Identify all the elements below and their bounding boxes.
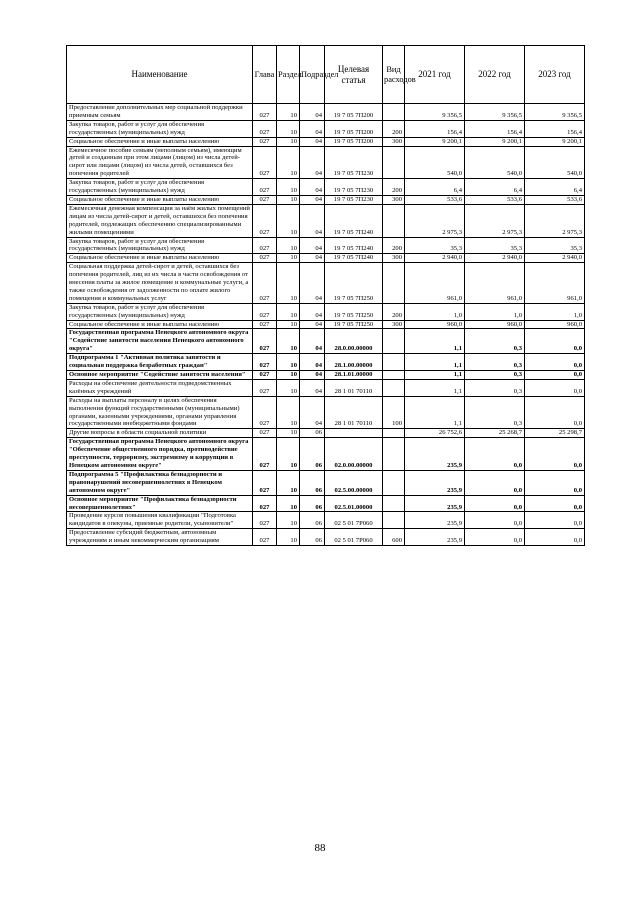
row-celevaya-statya: 02.5.01.00000	[325, 495, 383, 512]
row-podrazdel: 06	[300, 495, 325, 512]
row-2022: 961,0	[465, 263, 525, 304]
table-row	[67, 529, 585, 546]
row-2022: 9 200,1	[465, 137, 525, 146]
row-2023: 9 356,5	[525, 104, 585, 121]
row-name: Социальное обеспечение и иные выплаты населению	[67, 254, 253, 263]
row-2021: 960,0	[405, 320, 465, 329]
table-row	[67, 146, 585, 179]
row-vid-rashodov: 300	[383, 195, 405, 204]
row-2023: 533,6	[525, 195, 585, 204]
row-2022: 1,0	[465, 303, 525, 320]
row-glava: 027	[253, 329, 277, 354]
row-2022: 0,0	[465, 495, 525, 512]
table-row	[67, 179, 585, 196]
row-2023: 540,0	[525, 146, 585, 179]
table-row	[67, 254, 585, 263]
table-row	[67, 470, 585, 495]
row-2021: 1,0	[405, 303, 465, 320]
row-vid-rashodov	[383, 354, 405, 371]
row-2021: 235,9	[405, 438, 465, 471]
row-vid-rashodov: 100	[383, 396, 405, 429]
row-name: Основное мероприятие "Профилактика безнадзорности несовершеннолетних"	[67, 495, 253, 512]
row-2022: 2 975,3	[465, 204, 525, 237]
row-2023: 35,3	[525, 237, 585, 254]
row-podrazdel: 06	[300, 429, 325, 438]
row-glava: 027	[253, 179, 277, 196]
row-celevaya-statya: 02 5 01 7Р060	[325, 512, 383, 529]
row-vid-rashodov	[383, 371, 405, 380]
row-name: Основное мероприятие "Содействие занятости населения"	[67, 371, 253, 380]
row-name: Расходы на выплаты персоналу в целях обеспечения выполнения функций государственными (муниципальными) органами, казенными учреждениями, органами управления государственными внебюджетными фондами	[67, 396, 253, 429]
table-row	[67, 495, 585, 512]
row-podrazdel: 04	[300, 263, 325, 304]
row-celevaya-statya: 19 7 05 7П200	[325, 104, 383, 121]
row-celevaya-statya: 28.1.01.00000	[325, 371, 383, 380]
table-row	[67, 137, 585, 146]
row-vid-rashodov	[383, 438, 405, 471]
row-vid-rashodov	[383, 512, 405, 529]
row-name: Подпрограмма 5 "Профилактика безнадзорности и правонарушений несовершеннолетних в Ненецком автономном округе"	[67, 470, 253, 495]
row-vid-rashodov: 300	[383, 320, 405, 329]
row-razdel: 10	[277, 438, 300, 471]
row-name: Социальное обеспечение и иные выплаты населению	[67, 137, 253, 146]
row-name: Социальное обеспечение и иные выплаты населению	[67, 320, 253, 329]
row-name: Другие вопросы в области социальной политики	[67, 429, 253, 438]
row-2023: 25 298,7	[525, 429, 585, 438]
row-2022: 0,0	[465, 529, 525, 546]
row-glava: 027	[253, 146, 277, 179]
row-2021: 533,6	[405, 195, 465, 204]
table-row	[67, 438, 585, 471]
table-row	[67, 195, 585, 204]
row-2022: 0,0	[465, 470, 525, 495]
row-glava: 027	[253, 237, 277, 254]
row-2023: 2 940,0	[525, 254, 585, 263]
row-vid-rashodov	[383, 429, 405, 438]
row-2021: 2 940,0	[405, 254, 465, 263]
row-glava: 027	[253, 512, 277, 529]
row-name: Предоставление дополнительных мер социальной поддержки приемным семьям	[67, 104, 253, 121]
row-glava: 027	[253, 529, 277, 546]
row-glava: 027	[253, 320, 277, 329]
header-podrazdel: Подраздел	[300, 46, 325, 104]
row-name: Проведение курсов повышения квалификации "Подготовка кандидатов в опекуны, приемные родители, усыновители"	[67, 512, 253, 529]
row-glava: 027	[253, 303, 277, 320]
row-podrazdel: 04	[300, 371, 325, 380]
row-2022: 0,0	[465, 512, 525, 529]
table-row	[67, 429, 585, 438]
page-number: 88	[314, 842, 326, 854]
row-2023: 0,0	[525, 438, 585, 471]
row-2023: 156,4	[525, 120, 585, 137]
row-2023: 0,0	[525, 529, 585, 546]
row-name: Закупка товаров, работ и услуг для обеспечения государственных (муниципальных) нужд	[67, 237, 253, 254]
row-glava: 027	[253, 204, 277, 237]
budget-table-sheet	[66, 45, 584, 546]
row-2022: 533,6	[465, 195, 525, 204]
row-name: Расходы на обеспечение деятельности подведомственных казённых учреждений	[67, 379, 253, 396]
table-row	[67, 120, 585, 137]
row-vid-rashodov: 300	[383, 254, 405, 263]
row-name: Ежемесячная денежная компенсация за наём жилых помещений лицам из числа детей-сирот и детей, оставшихся без попечения родителей, подлежащих обеспечению специализированными жилыми помещениями	[67, 204, 253, 237]
table-row	[67, 396, 585, 429]
row-2021: 26 752,6	[405, 429, 465, 438]
row-glava: 027	[253, 137, 277, 146]
header-vid: Вид расходов	[383, 46, 405, 104]
row-podrazdel: 04	[300, 195, 325, 204]
row-name: Закупка товаров, работ и услуг для обеспечения государственных (муниципальных) нужд	[67, 303, 253, 320]
row-2022: 35,3	[465, 237, 525, 254]
row-2022: 960,0	[465, 320, 525, 329]
row-2023: 0,0	[525, 470, 585, 495]
row-razdel: 10	[277, 237, 300, 254]
row-razdel: 10	[277, 379, 300, 396]
row-2021: 961,0	[405, 263, 465, 304]
row-celevaya-statya: 19 7 05 7П230	[325, 195, 383, 204]
row-glava: 027	[253, 104, 277, 121]
row-2021: 35,3	[405, 237, 465, 254]
row-celevaya-statya: 19 7 05 7П240	[325, 254, 383, 263]
row-razdel: 10	[277, 303, 300, 320]
row-razdel: 10	[277, 137, 300, 146]
row-glava: 027	[253, 396, 277, 429]
row-2021: 1,1	[405, 371, 465, 380]
row-celevaya-statya: 28.1.00.00000	[325, 354, 383, 371]
table-row	[67, 379, 585, 396]
row-2023: 0,0	[525, 329, 585, 354]
table-row	[67, 237, 585, 254]
row-name: Предоставление субсидий бюджетным, автономным учреждениям и иным некоммерческим организациям	[67, 529, 253, 546]
row-glava: 027	[253, 195, 277, 204]
row-celevaya-statya: 28 1 01 70110	[325, 379, 383, 396]
row-razdel: 10	[277, 254, 300, 263]
row-podrazdel: 04	[300, 320, 325, 329]
row-2022: 0,3	[465, 396, 525, 429]
row-2023: 0,0	[525, 512, 585, 529]
row-name: Социальное обеспечение и иные выплаты населению	[67, 195, 253, 204]
row-celevaya-statya: 28.0.00.00000	[325, 329, 383, 354]
row-vid-rashodov	[383, 204, 405, 237]
row-glava: 027	[253, 470, 277, 495]
row-celevaya-statya: 19 7 05 7П230	[325, 179, 383, 196]
row-celevaya-statya: 19 7 05 7П250	[325, 303, 383, 320]
row-celevaya-statya: 02.5.00.00000	[325, 470, 383, 495]
header-razdel: Раздел	[277, 46, 300, 104]
row-2023: 1,0	[525, 303, 585, 320]
row-razdel: 10	[277, 371, 300, 380]
row-name: Государственная программа Ненецкого автономного округа "Обеспечение общественного порядка, противодействие преступности, терроризму, экстремизму и коррупции в Ненецком автономном округе"	[67, 438, 253, 471]
row-2022: 156,4	[465, 120, 525, 137]
row-podrazdel: 06	[300, 529, 325, 546]
row-podrazdel: 04	[300, 354, 325, 371]
row-razdel: 10	[277, 512, 300, 529]
row-2021: 1,1	[405, 329, 465, 354]
row-razdel: 10	[277, 120, 300, 137]
row-2021: 235,9	[405, 470, 465, 495]
table-row	[67, 320, 585, 329]
row-razdel: 10	[277, 179, 300, 196]
row-podrazdel: 04	[300, 137, 325, 146]
row-glava: 027	[253, 495, 277, 512]
table-row	[67, 512, 585, 529]
row-2021: 235,9	[405, 512, 465, 529]
row-razdel: 10	[277, 104, 300, 121]
row-2023: 960,0	[525, 320, 585, 329]
row-2021: 1,1	[405, 396, 465, 429]
row-podrazdel: 04	[300, 303, 325, 320]
row-celevaya-statya	[325, 429, 383, 438]
row-vid-rashodov: 200	[383, 179, 405, 196]
header-2021: 2021 год	[405, 46, 465, 104]
row-razdel: 10	[277, 396, 300, 429]
row-2023: 0,0	[525, 379, 585, 396]
row-vid-rashodov	[383, 470, 405, 495]
row-celevaya-statya: 19 7 05 7П240	[325, 237, 383, 254]
row-celevaya-statya: 28 1 01 70110	[325, 396, 383, 429]
row-2022: 0,3	[465, 371, 525, 380]
header-name: Наименование	[67, 46, 253, 104]
row-name: Закупка товаров, работ и услуг для обеспечения государственных (муниципальных) нужд	[67, 120, 253, 137]
header-2023: 2023 год	[525, 46, 585, 104]
row-2022: 2 940,0	[465, 254, 525, 263]
row-razdel: 10	[277, 329, 300, 354]
row-podrazdel: 06	[300, 512, 325, 529]
row-2021: 6,4	[405, 179, 465, 196]
table-header-row	[67, 46, 585, 104]
row-razdel: 10	[277, 195, 300, 204]
row-razdel: 10	[277, 320, 300, 329]
row-2021: 1,1	[405, 354, 465, 371]
row-2023: 6,4	[525, 179, 585, 196]
row-razdel: 10	[277, 429, 300, 438]
row-vid-rashodov	[383, 495, 405, 512]
table-row	[67, 354, 585, 371]
row-name: Государственная программа Ненецкого автономного округа "Содействие занятости населения Ненецкого автономного округа"	[67, 329, 253, 354]
row-2023: 0,0	[525, 354, 585, 371]
row-razdel: 10	[277, 263, 300, 304]
row-vid-rashodov: 200	[383, 120, 405, 137]
row-2022: 9 356,5	[465, 104, 525, 121]
row-2022: 6,4	[465, 179, 525, 196]
row-razdel: 10	[277, 529, 300, 546]
header-glava: Глава	[253, 46, 277, 104]
table-row	[67, 104, 585, 121]
row-2021: 1,1	[405, 379, 465, 396]
row-vid-rashodov: 200	[383, 237, 405, 254]
header-2022: 2022 год	[465, 46, 525, 104]
row-podrazdel: 04	[300, 329, 325, 354]
row-2021: 235,9	[405, 495, 465, 512]
row-celevaya-statya: 02 5 01 7Р060	[325, 529, 383, 546]
table-row	[67, 204, 585, 237]
row-podrazdel: 06	[300, 438, 325, 471]
row-2022: 540,0	[465, 146, 525, 179]
row-glava: 027	[253, 263, 277, 304]
row-2023: 961,0	[525, 263, 585, 304]
row-razdel: 10	[277, 146, 300, 179]
row-vid-rashodov: 300	[383, 137, 405, 146]
row-2023: 0,0	[525, 396, 585, 429]
row-2021: 235,9	[405, 529, 465, 546]
row-name: Закупка товаров, работ и услуг для обеспечения государственных (муниципальных) нужд	[67, 179, 253, 196]
row-celevaya-statya: 19 7 05 7П200	[325, 120, 383, 137]
row-glava: 027	[253, 429, 277, 438]
row-celevaya-statya: 19 7 05 7П250	[325, 320, 383, 329]
row-podrazdel: 04	[300, 379, 325, 396]
row-podrazdel: 04	[300, 104, 325, 121]
row-2023: 0,0	[525, 495, 585, 512]
row-podrazdel: 06	[300, 470, 325, 495]
row-2021: 2 975,3	[405, 204, 465, 237]
row-razdel: 10	[277, 204, 300, 237]
row-vid-rashodov	[383, 379, 405, 396]
row-podrazdel: 04	[300, 146, 325, 179]
row-razdel: 10	[277, 354, 300, 371]
row-name: Социальная поддержка детей-сирот и детей, оставшихся без попечения родителей, лиц из их числа в части освобождения от внесения платы за жилое помещение и коммунальные услуги, а также освобождения от задолженности по оплате жилого помещения и коммунальных услуг	[67, 263, 253, 304]
row-glava: 027	[253, 379, 277, 396]
row-glava: 027	[253, 354, 277, 371]
row-razdel: 10	[277, 495, 300, 512]
row-name: Подпрограмма 1 "Активная политика занятости и социальная поддержка безработных граждан"	[67, 354, 253, 371]
row-2021: 9 356,5	[405, 104, 465, 121]
row-name: Ежемесячное пособие семьям (неполным семьям), имеющим детей и созданным при этом лицами (лицом) из числа детей-сирот или лицами (лицом) из числа детей, оставшихся без попечения родителей	[67, 146, 253, 179]
row-2021: 540,0	[405, 146, 465, 179]
row-vid-rashodov	[383, 146, 405, 179]
row-podrazdel: 04	[300, 204, 325, 237]
row-vid-rashodov: 600	[383, 529, 405, 546]
row-celevaya-statya: 19 7 05 7П250	[325, 263, 383, 304]
row-podrazdel: 04	[300, 254, 325, 263]
row-2022: 0,3	[465, 379, 525, 396]
row-podrazdel: 04	[300, 120, 325, 137]
row-celevaya-statya: 19 7 05 7П240	[325, 204, 383, 237]
row-glava: 027	[253, 254, 277, 263]
row-2021: 9 200,1	[405, 137, 465, 146]
row-celevaya-statya: 19 7 05 7П230	[325, 146, 383, 179]
table-row	[67, 371, 585, 380]
table-row	[67, 303, 585, 320]
header-statya: Целевая статья	[325, 46, 383, 104]
row-vid-rashodov: 200	[383, 303, 405, 320]
row-podrazdel: 04	[300, 179, 325, 196]
row-podrazdel: 04	[300, 237, 325, 254]
row-razdel: 10	[277, 470, 300, 495]
row-glava: 027	[253, 120, 277, 137]
table-row	[67, 329, 585, 354]
row-2021: 156,4	[405, 120, 465, 137]
row-2022: 0,0	[465, 438, 525, 471]
row-celevaya-statya: 02.0.00.00000	[325, 438, 383, 471]
row-celevaya-statya: 19 7 05 7П200	[325, 137, 383, 146]
row-2022: 0,3	[465, 354, 525, 371]
row-vid-rashodov	[383, 104, 405, 121]
row-vid-rashodov	[383, 263, 405, 304]
row-glava: 027	[253, 438, 277, 471]
row-2022: 25 268,7	[465, 429, 525, 438]
row-2022: 0,3	[465, 329, 525, 354]
row-2023: 2 975,3	[525, 204, 585, 237]
row-vid-rashodov	[383, 329, 405, 354]
row-glava: 027	[253, 371, 277, 380]
table-row	[67, 263, 585, 304]
budget-table	[66, 45, 585, 546]
row-2023: 9 200,1	[525, 137, 585, 146]
row-2023: 0,0	[525, 371, 585, 380]
row-podrazdel: 04	[300, 396, 325, 429]
